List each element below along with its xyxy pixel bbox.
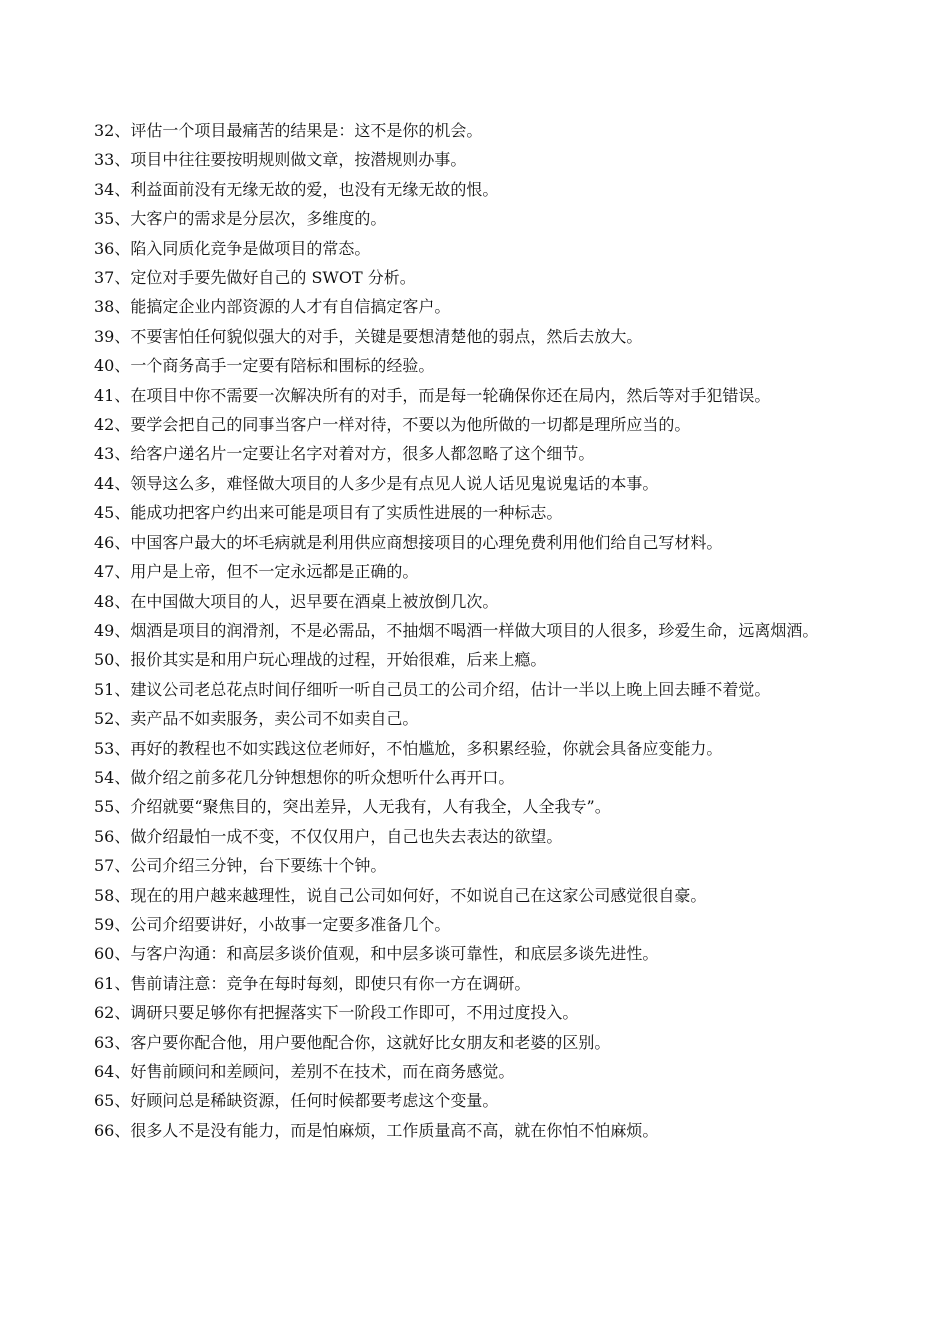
list-item: 47、用户是上帝，但不一定永远都是正确的。 (94, 562, 419, 582)
list-item: 42、要学会把自己的同事当客户一样对待，不要以为他所做的一切都是理所应当的。 (94, 415, 691, 435)
list-item: 34、利益面前没有无缘无故的爱，也没有无缘无故的恨。 (94, 179, 499, 199)
list-item: 56、做介绍最怕一成不变，不仅仅用户，自己也失去表达的欲望。 (94, 826, 563, 846)
list-item: 37、定位对手要先做好自己的 SWOT 分析。 (94, 268, 416, 288)
list-item: 33、项目中往往要按明规则做文章，按潜规则办事。 (94, 150, 467, 170)
list-item: 59、公司介绍要讲好，小故事一定要多准备几个。 (94, 914, 451, 934)
list-item: 57、公司介绍三分钟，台下要练十个钟。 (94, 856, 387, 876)
list-item: 64、好售前顾问和差顾问，差别不在技术，而在商务感觉。 (94, 1062, 515, 1081)
document-body (94, 116, 858, 1145)
list-item: 50、报价其实是和用户玩心理战的过程，开始很难，后来上瘾。 (94, 650, 547, 670)
list-item: 52、卖产品不如卖服务，卖公司不如卖自己。 (94, 709, 419, 729)
list-item: 41、在项目中你不需要一次解决所有的对手，而是每一轮确保你还在局内，然后等对手犯错误。 (94, 385, 771, 405)
list-item: 43、给客户递名片一定要让名字对着对方，很多人都忽略了这个细节。 (94, 444, 595, 464)
list-item: 40、一个商务高手一定要有陪标和围标的经验。 (94, 356, 435, 376)
list-item: 63、客户要你配合他，用户要他配合你，这就好比女朋友和老婆的区别。 (94, 1032, 611, 1052)
list-item: 55、介绍就要“聚焦目的，突出差异，人无我有，人有我全，人全我专”。 (94, 797, 611, 817)
list-item: 51、建议公司老总花点时间仔细听一听自己员工的公司介绍，估计一半以上晚上回去睡不着觉。 (94, 679, 771, 699)
list-item: 44、领导这么多，难怪做大项目的人多少是有点见人说人话见鬼说鬼话的本事。 (94, 473, 659, 493)
list-item: 32、评估一个项目最痛苦的结果是：这不是你的机会。 (94, 121, 483, 140)
list-item: 45、能成功把客户约出来可能是项目有了实质性进展的一种标志。 (94, 503, 563, 523)
list-item: 36、陷入同质化竞争是做项目的常态。 (94, 238, 371, 258)
list-item: 62、调研只要足够你有把握落实下一阶段工作即可，不用过度投入。 (94, 1003, 579, 1023)
list-item: 53、再好的教程也不如实践这位老师好，不怕尴尬，多积累经验，你就会具备应变能力。 (94, 738, 723, 758)
list-item: 46、中国客户最大的坏毛病就是利用供应商想接项目的心理免费利用他们给自己写材料。 (94, 532, 723, 552)
list-item: 65、好顾问总是稀缺资源，任何时候都要考虑这个变量。 (94, 1091, 499, 1111)
list-item: 58、现在的用户越来越理性，说自己公司如何好，不如说自己在这家公司感觉很自豪。 (94, 885, 707, 905)
list-item: 38、能搞定企业内部资源的人才有自信搞定客户。 (94, 297, 451, 317)
list-item: 48、在中国做大项目的人，迟早要在酒桌上被放倒几次。 (94, 591, 499, 611)
list-item: 54、做介绍之前多花几分钟想想你的听众想听什么再开口。 (94, 767, 515, 787)
list-item: 60、与客户沟通：和高层多谈价值观，和中层多谈可靠性，和底层多谈先进性。 (94, 944, 659, 964)
list-item: 35、大客户的需求是分层次，多维度的。 (94, 209, 387, 229)
list-item: 39、不要害怕任何貌似强大的对手，关键是要想清楚他的弱点，然后去放大。 (94, 326, 643, 346)
list-item: 66、很多人不是没有能力，而是怕麻烦，工作质量高不高，就在你怕不怕麻烦。 (94, 1120, 659, 1140)
list-item: 49、烟酒是项目的润滑剂，不是必需品，不抽烟不喝酒一样做大项目的人很多，珍爱生命，远离烟酒。 (94, 620, 819, 640)
list-item: 61、售前请注意：竞争在每时每刻，即使只有你一方在调研。 (94, 973, 531, 993)
